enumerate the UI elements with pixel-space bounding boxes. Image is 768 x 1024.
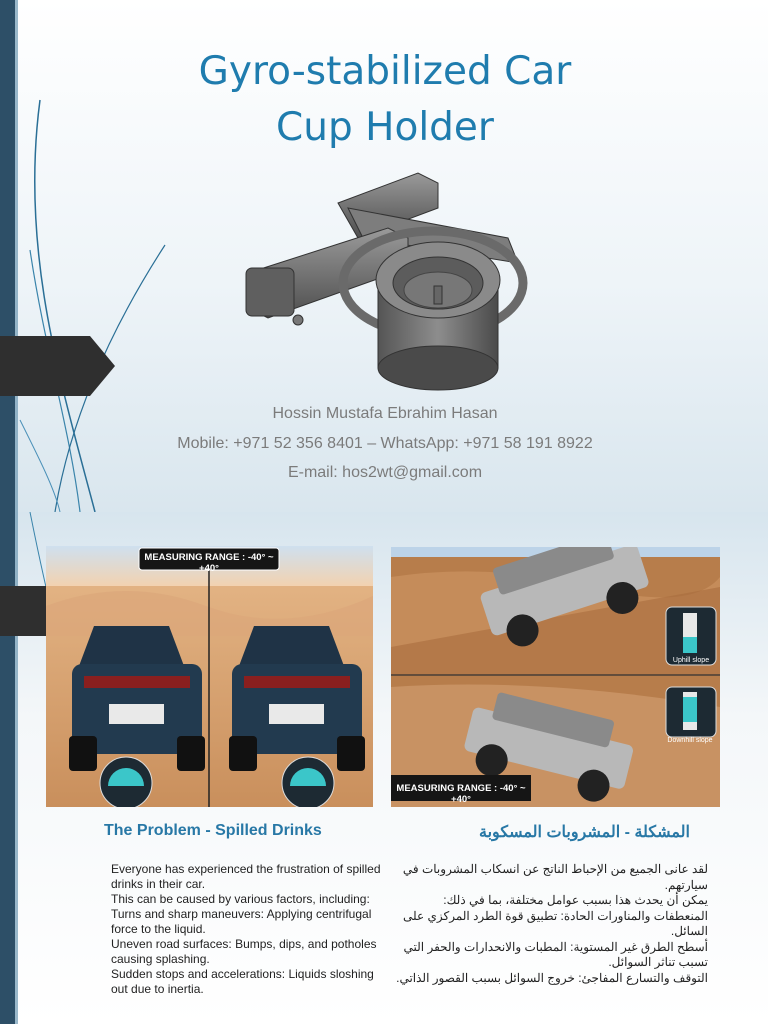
body-en-line: Uneven road surfaces: Bumps, dips, and potholes causing splashing. — [111, 937, 377, 966]
uphill-slope-label: Uphill slope — [672, 657, 710, 664]
left-sidebar-accent — [15, 0, 18, 1024]
suv-rear-photo — [46, 546, 373, 807]
slope-illustration — [391, 547, 720, 807]
body-ar-line: يمكن أن يحدث هذا بسبب عوامل مختلفة، بما في ذلك: — [443, 893, 708, 907]
body-ar-line: لقد عانى الجميع من الإحباط الناتج عن انسكاب المشروبات في سيارتهم. — [402, 862, 708, 892]
page-title — [120, 44, 650, 156]
suv-rear-illustration — [46, 546, 373, 807]
arrow-shape — [0, 336, 115, 396]
slope-photo — [391, 547, 720, 807]
body-ar-line: أسطح الطرق غير المستوية: المطبات والانحدارات والحفر التي تسبب تناثر السوائل. — [403, 939, 708, 969]
body-ar-line: التوقف والتسارع المفاجئ: خروج السوائل بسبب القصور الذاتي. — [396, 970, 708, 985]
measuring-range-banner-left: MEASURING RANGE : -40° ~ +40° — [144, 552, 274, 574]
cup-holder-render — [238, 168, 538, 398]
measuring-range-banner-right: MEASURING RANGE : -40° ~ +40° — [396, 783, 526, 805]
downhill-slope-label: Downhill slope — [667, 737, 713, 744]
contact-mobile: Mobile: +971 52 356 8401 – WhatsApp: +971 58 191 8922 — [177, 435, 593, 452]
problem-heading-ar: المشكلة - المشروبات المسكوبة — [479, 824, 690, 841]
problem-body-ar — [388, 862, 708, 986]
body-en-line: This can be caused by various factors, including: — [111, 892, 370, 906]
title-line-2: Cup Holder — [276, 105, 494, 150]
problem-body-en — [111, 862, 381, 997]
body-en-line: Turns and sharp maneuvers: Applying centrifugal force to the liquid. — [111, 907, 372, 936]
contact-name: Hossin Mustafa Ebrahim Hasan — [272, 405, 498, 422]
title-line-1: Gyro-stabilized Car — [198, 49, 572, 94]
problem-heading-en: The Problem - Spilled Drinks — [104, 822, 322, 839]
body-en-line: Everyone has experienced the frustration of spilled drinks in their car. — [111, 862, 381, 891]
contact-email: E-mail: hos2wt@gmail.com — [287, 464, 483, 481]
body-ar-line: المنعطفات والمناورات الحادة: تطبيق قوة الطرد المركزي على السائل. — [403, 908, 708, 938]
body-en-line: Sudden stops and accelerations: Liquids sloshing out due to inertia. — [111, 967, 374, 996]
left-sidebar — [0, 0, 15, 1024]
